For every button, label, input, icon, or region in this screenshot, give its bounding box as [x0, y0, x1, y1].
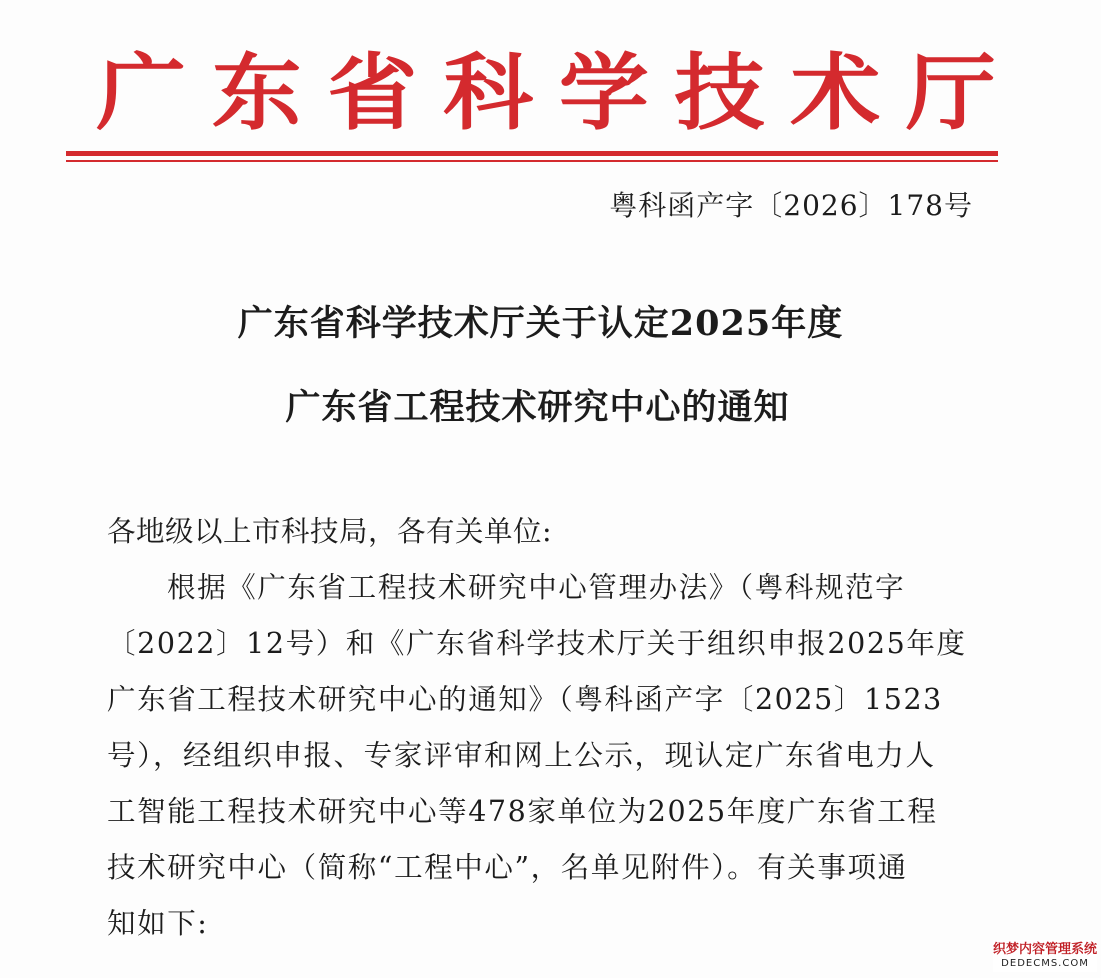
- paragraph-line: 根据《广东省工程技术研究中心管理办法》（粤科规范字: [167, 571, 906, 604]
- paragraph-line: 〔2022〕12号）和《广东省科学技术厅关于组织申报2025年度: [107, 627, 967, 660]
- masthead-char: 学: [558, 44, 649, 142]
- masthead-char: 广: [96, 44, 186, 142]
- paragraph-line: 号），经组织申报、专家评审和网上公示，现认定广东省电力人: [107, 739, 936, 772]
- masthead-divider-thick: [66, 151, 998, 156]
- paragraph-line: 知如下:: [107, 907, 209, 940]
- paragraph-line: 工智能工程技术研究中心等478家单位为2025年度广东省工程: [107, 795, 938, 828]
- masthead-divider-thin: [66, 160, 998, 162]
- masthead-char: 厅: [905, 44, 996, 142]
- notice-title-line-1: 广东省科学技术厅关于认定2025年度: [237, 303, 844, 344]
- masthead-char: 省: [327, 44, 418, 142]
- paragraph-line: 技术研究中心（简称“工程中心”，名单见附件）。有关事项通: [107, 851, 908, 884]
- paragraph-line: 广东省工程技术研究中心的通知》（粤科函产字〔2025〕1523: [107, 683, 943, 716]
- watermark-logo: [993, 940, 1097, 972]
- masthead-char: 技: [674, 44, 765, 142]
- masthead-char: 科: [443, 44, 534, 142]
- salutation: 各地级以上市科技局，各有关单位:: [107, 515, 553, 548]
- masthead-title: [96, 38, 996, 148]
- body-paragraph: [107, 560, 977, 952]
- watermark-text-cn: 织梦内容管理系统: [993, 942, 1098, 957]
- masthead-char: 东: [211, 44, 302, 142]
- watermark-text-en: DEDECMS.COM: [1001, 958, 1089, 969]
- masthead-char: 术: [790, 44, 881, 142]
- document-number: 粤科函产字〔2026〕178号: [609, 189, 973, 222]
- notice-title-line-2: 广东省工程技术研究中心的通知: [285, 387, 790, 428]
